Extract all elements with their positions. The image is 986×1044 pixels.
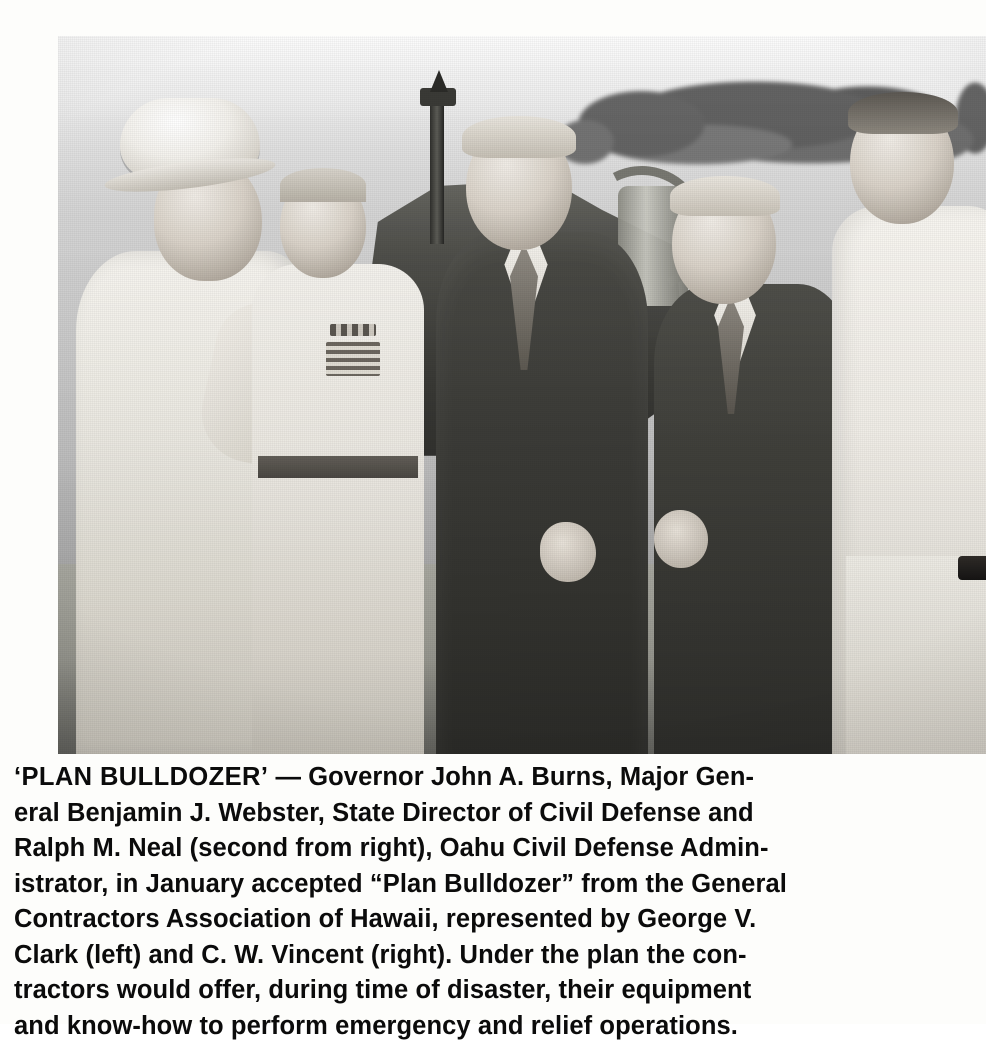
hair: [670, 176, 780, 216]
hair: [848, 92, 958, 134]
uniform-torso: [252, 264, 424, 754]
caption-line-2: eral Benjamin J. Webster, State Director of Civil Defense and: [14, 796, 972, 832]
hair: [280, 168, 366, 202]
trousers: [846, 556, 986, 754]
caption-dash: —: [276, 763, 302, 791]
dark-suit-torso: [436, 232, 648, 754]
photo-caption: [14, 760, 972, 1044]
press-photograph: [58, 36, 986, 754]
hair: [462, 116, 576, 158]
caption-line-8: and know-how to perform emergency and relief operations.: [14, 1009, 972, 1044]
caption-line-5: Contractors Association of Hawaii, represented by George V.: [14, 902, 972, 938]
bulldozer-mast: [430, 94, 444, 244]
caption-line-4: istrator, in January accepted “Plan Bulldozer” from the General: [14, 867, 972, 903]
wristwatch: [958, 556, 986, 580]
uniform-belt: [258, 456, 418, 478]
hand: [540, 522, 596, 582]
caption-line-6: Clark (left) and C. W. Vincent (right). Under the plan the con-: [14, 938, 972, 974]
caption-line-7: tractors would offer, during time of disaster, their equipment: [14, 973, 972, 1009]
caption-line-1: Governor John A. Burns, Major Gen-: [308, 763, 754, 791]
service-ribbons: [326, 342, 380, 376]
caption-headline: ‘PLAN BULLDOZER’: [14, 763, 268, 791]
hand: [654, 510, 708, 568]
uniform-insignia: [330, 324, 376, 336]
caption-line-3: Ralph M. Neal (second from right), Oahu Civil Defense Admin-: [14, 831, 972, 867]
